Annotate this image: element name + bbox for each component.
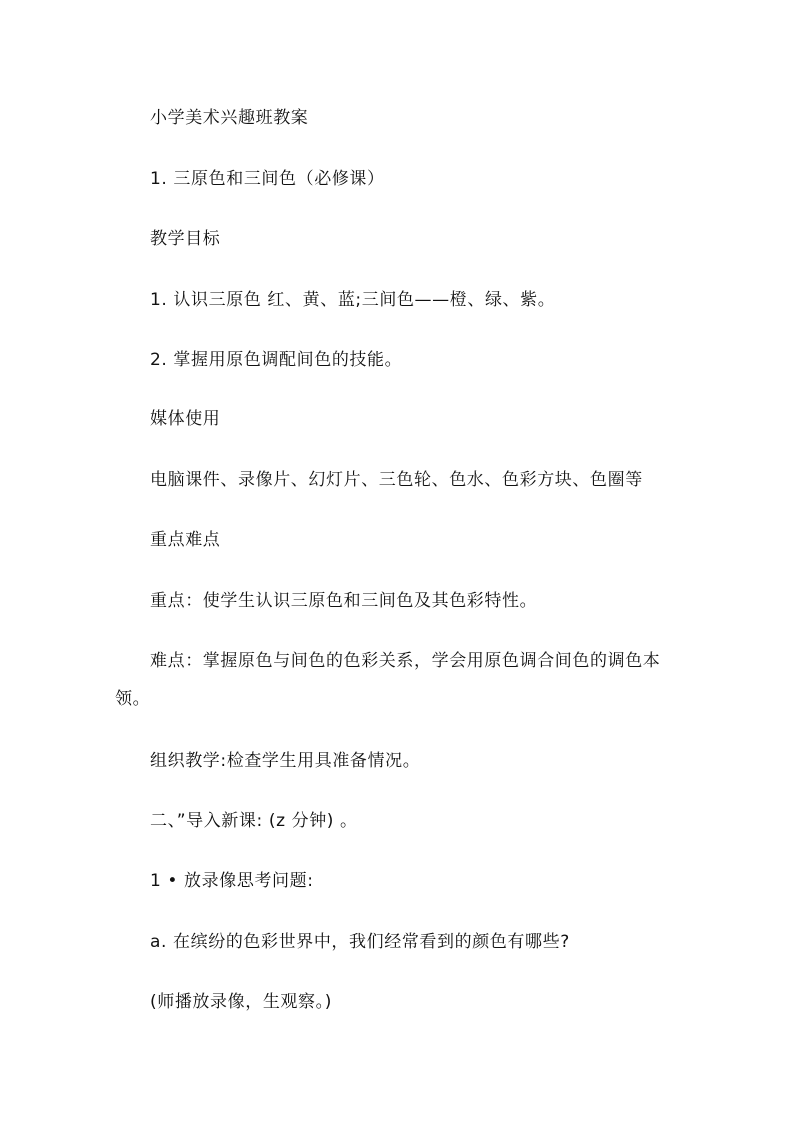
- key-point-text: 重点：使学生认识三原色和三间色及其色彩特性。: [150, 591, 538, 611]
- objective-item-2: 2. 掌握用原色调配间色的技能。: [150, 350, 403, 370]
- organize-teaching-text: 组织教学:检查学生用具准备情况。: [150, 751, 421, 771]
- section-heading-media: 媒体使用: [150, 409, 221, 429]
- document-title: 小学美术兴趣班教案: [150, 108, 309, 128]
- section-heading-key-points: 重点难点: [150, 530, 221, 550]
- section-heading-objectives: 教学目标: [150, 229, 221, 249]
- media-list: 电脑课件、录像片、幻灯片、三色轮、色水、色彩方块、色圈等: [150, 470, 643, 490]
- teacher-note: (师播放录像，生观察。): [150, 992, 332, 1012]
- step-item-1: 1 • 放录像思考问题:: [150, 871, 314, 891]
- question-a: a. 在缤纷的色彩世界中，我们经常看到的颜色有哪些?: [150, 932, 570, 952]
- objective-item-1: 1. 认识三原色 红、黄、蓝;三间色——橙、绿、紫。: [150, 290, 556, 310]
- difficulty-text: 难点：掌握原色与间色的色彩关系，学会用原色调合间色的调色本领。: [115, 651, 661, 709]
- introduction-heading: 二、”导入新课: (z 分钟) 。: [150, 811, 358, 831]
- lesson-heading: 1. 三原色和三间色（必修课）: [150, 169, 385, 189]
